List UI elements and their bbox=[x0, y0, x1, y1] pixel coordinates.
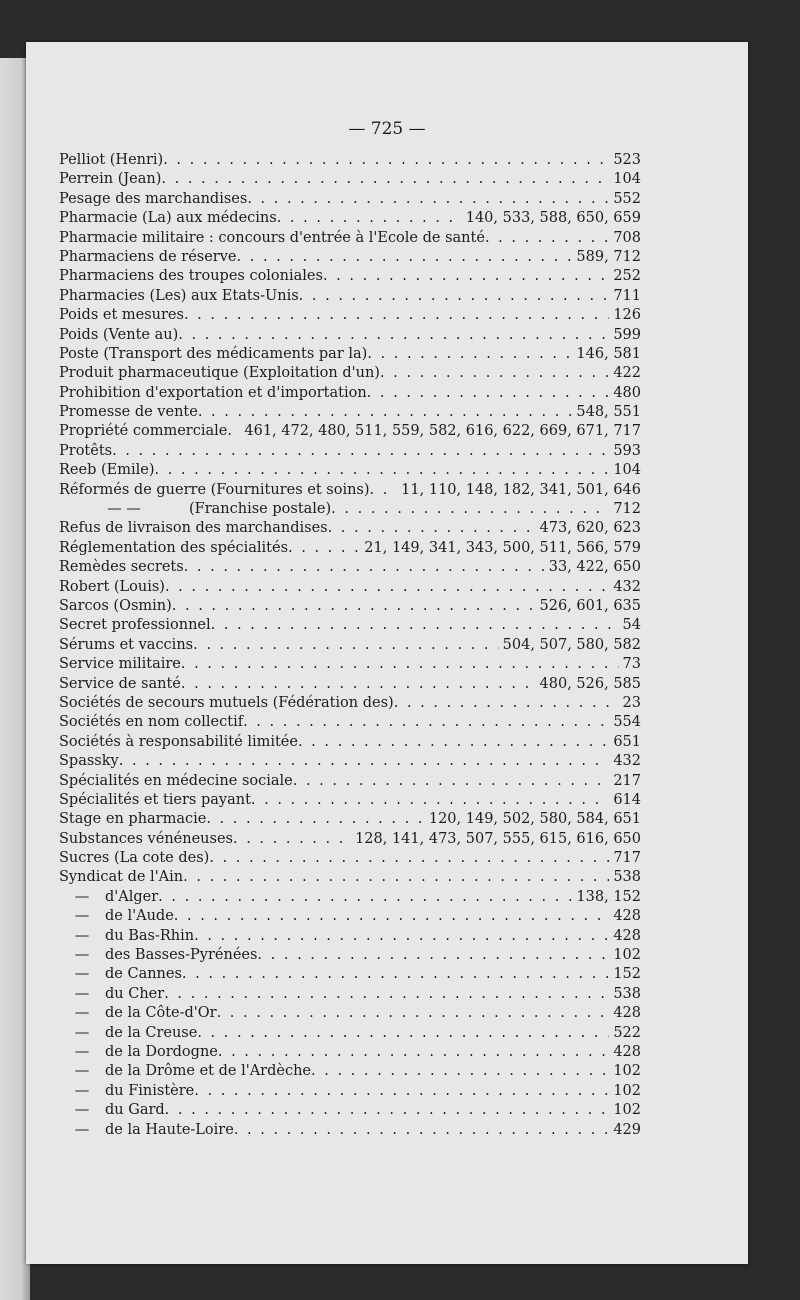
leader-dots bbox=[367, 384, 610, 403]
index-term: Refus de livraison des marchandises bbox=[59, 520, 328, 537]
index-term: (Franchise postale) bbox=[189, 501, 332, 518]
leader-dots bbox=[247, 190, 609, 209]
leader-dots bbox=[198, 403, 573, 422]
index-term: Sérums et vaccins bbox=[59, 636, 194, 653]
index-entry bbox=[59, 287, 641, 306]
page-references: 23 bbox=[622, 694, 641, 711]
leader-dots bbox=[178, 326, 609, 345]
index-entry bbox=[59, 1101, 641, 1120]
index-term: Pesage des marchandises bbox=[59, 190, 248, 207]
index-term: Réformés de guerre (Fournitures et soins) bbox=[59, 481, 370, 498]
page-references: 651 bbox=[613, 733, 641, 750]
leader-dots bbox=[311, 1062, 609, 1081]
index-entry bbox=[59, 442, 641, 461]
leader-dots bbox=[193, 636, 499, 655]
leader-dots bbox=[217, 1004, 610, 1023]
page-references: 538 bbox=[613, 869, 641, 886]
index-term: Propriété commerciale bbox=[59, 423, 228, 440]
page-references: 428 bbox=[613, 1005, 641, 1022]
index-term: de la Haute-Loire bbox=[105, 1121, 234, 1138]
leader-dots bbox=[293, 772, 610, 791]
index-term: Syndicat de l'Ain bbox=[59, 869, 184, 886]
index-list bbox=[59, 151, 641, 1140]
index-term: du Gard bbox=[105, 1102, 165, 1119]
index-term: Poids (Vente au) bbox=[59, 326, 179, 343]
index-entry bbox=[59, 907, 641, 926]
page-references: 73 bbox=[622, 656, 641, 673]
leader-dots bbox=[112, 442, 609, 461]
index-entry bbox=[59, 578, 641, 597]
leader-dots bbox=[161, 170, 609, 189]
index-term: de la Creuse bbox=[105, 1024, 198, 1041]
index-entry bbox=[59, 519, 641, 538]
index-entry bbox=[59, 1062, 641, 1081]
leader-dots bbox=[218, 1043, 609, 1062]
index-entry bbox=[59, 675, 641, 694]
index-term: Sarcos (Osmin) bbox=[59, 597, 172, 614]
ditto-dash: — bbox=[74, 966, 90, 983]
index-entry bbox=[59, 597, 641, 616]
page-references: 522 bbox=[613, 1024, 641, 1041]
index-term: de la Dordogne bbox=[105, 1043, 218, 1060]
index-entry bbox=[59, 422, 641, 441]
page-references: 102 bbox=[613, 1063, 641, 1080]
leader-dots bbox=[184, 558, 545, 577]
page-references: 523 bbox=[613, 152, 641, 168]
index-entry bbox=[59, 500, 641, 519]
index-term: Pelliot (Henri) bbox=[59, 152, 164, 168]
index-entry bbox=[59, 170, 641, 189]
index-entry bbox=[59, 965, 641, 984]
index-term: Service militaire bbox=[59, 656, 181, 673]
page-references: 217 bbox=[613, 772, 641, 789]
page-references: 102 bbox=[613, 1082, 641, 1099]
index-term: de la Côte-d'Or bbox=[105, 1005, 217, 1022]
leader-dots bbox=[174, 907, 610, 926]
page-references: 554 bbox=[613, 714, 641, 731]
page-references: 717 bbox=[613, 850, 641, 867]
page-references: 422 bbox=[613, 365, 641, 382]
ditto-dash: — bbox=[74, 888, 90, 905]
index-entry bbox=[59, 791, 641, 810]
index-term: Pharmaciens de réserve bbox=[59, 248, 237, 265]
leader-dots bbox=[485, 229, 609, 248]
page-references: 593 bbox=[613, 442, 641, 459]
index-entry bbox=[59, 403, 641, 422]
leader-dots bbox=[299, 287, 610, 306]
leader-dots bbox=[211, 616, 619, 635]
page-references: 480 bbox=[613, 384, 641, 401]
index-term: d'Alger bbox=[105, 888, 159, 905]
ditto-dash: — bbox=[74, 1024, 90, 1041]
leader-dots bbox=[298, 733, 609, 752]
leader-dots bbox=[194, 1082, 609, 1101]
index-entry bbox=[59, 888, 641, 907]
page-references: 104 bbox=[613, 462, 641, 479]
page-references: 432 bbox=[613, 753, 641, 770]
page-number: — 725 — bbox=[348, 119, 426, 139]
index-entry bbox=[59, 868, 641, 887]
index-entry bbox=[59, 1043, 641, 1062]
page-references: 708 bbox=[613, 229, 641, 246]
index-entry bbox=[59, 616, 641, 635]
index-term: Protêts bbox=[59, 442, 113, 459]
index-term: du Finistère bbox=[105, 1082, 195, 1099]
index-term: Robert (Louis) bbox=[59, 578, 165, 595]
index-term: Substances vénéneuses bbox=[59, 830, 233, 847]
index-term: Promesse de vente bbox=[59, 404, 198, 421]
leader-dots bbox=[251, 791, 609, 810]
page-references: 102 bbox=[613, 1102, 641, 1119]
page-references: 428 bbox=[613, 927, 641, 944]
leader-dots bbox=[164, 985, 609, 1004]
index-term: Pharmacie militaire : concours d'entrée à l'Ecole de santé bbox=[59, 229, 485, 246]
page-references: 33, 422, 650 bbox=[548, 559, 641, 576]
leader-dots bbox=[328, 519, 536, 538]
leader-dots bbox=[394, 694, 619, 713]
leader-dots bbox=[119, 752, 610, 771]
page-references: 461, 472, 480, 511, 559, 582, 616, 622, 669, 671, 717 bbox=[244, 423, 641, 440]
index-entry bbox=[59, 558, 641, 577]
index-entry bbox=[59, 733, 641, 752]
leader-dots bbox=[233, 830, 351, 849]
ditto-dash: — bbox=[74, 1082, 90, 1099]
index-entry bbox=[59, 1004, 641, 1023]
index-entry bbox=[59, 927, 641, 946]
index-term: Prohibition d'exportation et d'importation bbox=[59, 384, 367, 401]
page-references: 146, 581 bbox=[576, 345, 641, 362]
page-references: 428 bbox=[613, 908, 641, 925]
page-references: 138, 152 bbox=[576, 888, 641, 905]
index-entry bbox=[59, 364, 641, 383]
ditto-dash: — bbox=[74, 1043, 90, 1060]
leader-dots bbox=[172, 597, 536, 616]
leader-dots bbox=[331, 500, 609, 519]
index-entry bbox=[59, 985, 641, 1004]
page-references: 126 bbox=[613, 307, 641, 324]
index-term: Sociétés à responsabilité limitée bbox=[59, 733, 298, 750]
index-entry bbox=[59, 539, 641, 558]
leader-dots bbox=[154, 461, 609, 480]
index-entry bbox=[59, 345, 641, 364]
page-references: 428 bbox=[613, 1043, 641, 1060]
leader-dots bbox=[277, 209, 462, 228]
index-term: Réglementation des spécialités bbox=[59, 539, 289, 556]
index-entry bbox=[59, 190, 641, 209]
index-term: Pharmacies (Les) aux Etats-Unis bbox=[59, 287, 299, 304]
leader-dots bbox=[209, 849, 609, 868]
index-term: Secret professionnel bbox=[59, 617, 211, 634]
index-term: Produit pharmaceutique (Exploitation d'un) bbox=[59, 365, 380, 382]
index-entry bbox=[59, 306, 641, 325]
leader-dots bbox=[257, 946, 609, 965]
index-term: Poids et mesures bbox=[59, 307, 184, 324]
index-entry bbox=[59, 810, 641, 829]
leader-dots bbox=[227, 422, 240, 441]
page-references: 538 bbox=[613, 985, 641, 1002]
page-references: 548, 551 bbox=[576, 404, 641, 421]
leader-dots bbox=[165, 578, 609, 597]
leader-dots bbox=[194, 927, 609, 946]
leader-dots bbox=[158, 888, 572, 907]
leader-dots bbox=[367, 345, 572, 364]
index-term: de l'Aude bbox=[105, 908, 174, 925]
ditto-dash: — bbox=[74, 1102, 90, 1119]
book-page bbox=[26, 42, 748, 1264]
leader-dots bbox=[234, 1121, 610, 1140]
index-term: Spécialités et tiers payant bbox=[59, 791, 251, 808]
page-references: 712 bbox=[613, 501, 641, 518]
index-entry bbox=[59, 1082, 641, 1101]
index-entry bbox=[59, 461, 641, 480]
index-term: Poste (Transport des médicaments par la) bbox=[59, 345, 368, 362]
index-term: Service de santé bbox=[59, 675, 181, 692]
leader-dots bbox=[165, 1101, 610, 1120]
index-term: de Cannes bbox=[105, 966, 182, 983]
page-references: 614 bbox=[613, 791, 641, 808]
index-entry bbox=[59, 694, 641, 713]
index-term: du Bas-Rhin bbox=[105, 927, 195, 944]
ditto-dash: — bbox=[74, 927, 90, 944]
index-entry bbox=[59, 151, 641, 170]
index-entry bbox=[59, 229, 641, 248]
leader-dots bbox=[243, 713, 609, 732]
index-term: Sucres (La cote des) bbox=[59, 850, 210, 867]
index-entry bbox=[59, 713, 641, 732]
ditto-dash: — — bbox=[107, 501, 141, 518]
leader-dots bbox=[182, 965, 609, 984]
index-term: Spécialités en médecine sociale bbox=[59, 772, 293, 789]
index-term: Pharmacie (La) aux médecins bbox=[59, 210, 277, 227]
index-term: Spassky bbox=[59, 753, 119, 770]
page-references: 552 bbox=[613, 190, 641, 207]
page-references: 473, 620, 623 bbox=[539, 520, 641, 537]
leader-dots bbox=[323, 267, 609, 286]
leader-dots bbox=[370, 481, 398, 500]
leader-dots bbox=[163, 151, 609, 170]
index-term: Reeb (Emile) bbox=[59, 462, 155, 479]
index-entry bbox=[59, 772, 641, 791]
page-references: 104 bbox=[613, 171, 641, 188]
index-entry bbox=[59, 481, 641, 500]
index-entry bbox=[59, 1121, 641, 1140]
index-term: Remèdes secrets bbox=[59, 559, 184, 576]
page-references: 102 bbox=[613, 947, 641, 964]
page-references: 120, 149, 502, 580, 584, 651 bbox=[428, 811, 641, 828]
page-references: 429 bbox=[613, 1121, 641, 1138]
index-term: de la Drôme et de l'Ardèche bbox=[105, 1063, 312, 1080]
index-entry bbox=[59, 655, 641, 674]
page-references: 480, 526, 585 bbox=[539, 675, 641, 692]
page-references: 599 bbox=[613, 326, 641, 343]
index-entry bbox=[59, 384, 641, 403]
index-entry bbox=[59, 849, 641, 868]
ditto-dash: — bbox=[74, 908, 90, 925]
leader-dots bbox=[237, 248, 573, 267]
ditto-dash: — bbox=[74, 1005, 90, 1022]
ditto-dash: — bbox=[74, 1121, 90, 1138]
index-term: Pharmaciens des troupes coloniales bbox=[59, 268, 323, 285]
page-references: 54 bbox=[622, 617, 641, 634]
page-references: 432 bbox=[613, 578, 641, 595]
ditto-dash: — bbox=[74, 1063, 90, 1080]
index-entry bbox=[59, 1024, 641, 1043]
ditto-dash: — bbox=[74, 947, 90, 964]
index-entry bbox=[59, 636, 641, 655]
page-references: 589, 712 bbox=[576, 248, 641, 265]
ditto-dash: — bbox=[74, 985, 90, 1002]
leader-dots bbox=[380, 364, 609, 383]
page-references: 11, 110, 148, 182, 341, 501, 646 bbox=[401, 481, 641, 498]
page-references: 252 bbox=[613, 268, 641, 285]
index-entry bbox=[59, 946, 641, 965]
index-entry bbox=[59, 267, 641, 286]
index-entry bbox=[59, 326, 641, 345]
page-references: 128, 141, 473, 507, 555, 615, 616, 650 bbox=[355, 830, 641, 847]
index-term: Stage en pharmacie bbox=[59, 811, 207, 828]
leader-dots bbox=[181, 655, 619, 674]
page-references: 711 bbox=[613, 287, 641, 304]
index-entry bbox=[59, 752, 641, 771]
page-references: 526, 601, 635 bbox=[539, 597, 641, 614]
index-term: Sociétés de secours mutuels (Fédération des) bbox=[59, 694, 394, 711]
leader-dots bbox=[181, 675, 536, 694]
leader-dots bbox=[288, 539, 360, 558]
page-references: 21, 149, 341, 343, 500, 511, 566, 579 bbox=[364, 539, 641, 556]
page-references: 140, 533, 588, 650, 659 bbox=[465, 210, 641, 227]
leader-dots bbox=[183, 868, 609, 887]
index-term: Perrein (Jean) bbox=[59, 171, 162, 188]
leader-dots bbox=[197, 1024, 609, 1043]
page-references: 504, 507, 580, 582 bbox=[502, 636, 641, 653]
leader-dots bbox=[184, 306, 609, 325]
index-term: Sociétés en nom collectif bbox=[59, 714, 244, 731]
index-entry bbox=[59, 209, 641, 228]
page-references: 152 bbox=[613, 966, 641, 983]
index-term: des Basses-Pyrénées bbox=[105, 947, 258, 964]
index-entry bbox=[59, 248, 641, 267]
index-term: du Cher bbox=[105, 985, 165, 1002]
index-entry bbox=[59, 830, 641, 849]
leader-dots bbox=[206, 810, 425, 829]
